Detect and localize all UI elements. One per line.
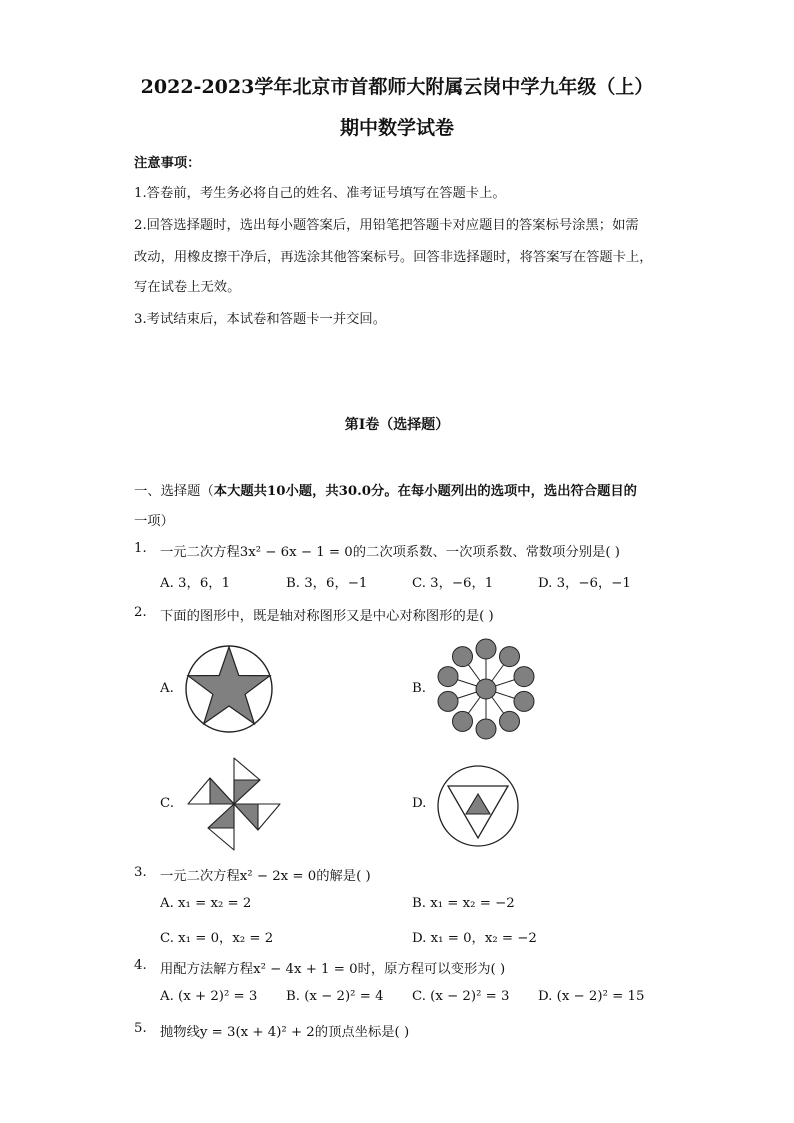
question-4-option-b[interactable]: B. (x − 2)² = 4 (286, 989, 384, 1004)
star-in-circle-figure (184, 644, 274, 734)
question-5-stem: 抛物线y = 3(x + 4)² + 2的顶点坐标是( ) (160, 1025, 410, 1040)
question-1-option-c[interactable]: C. 3，−6，1 (412, 576, 494, 591)
pinwheel-figure (186, 756, 282, 852)
question-4-option-d[interactable]: D. (x − 2)² = 15 (538, 989, 645, 1004)
notice-item-1: 1.答卷前，考生务必将自己的姓名、准考证号填写在答题卡上。 (134, 186, 506, 201)
question-1-stem: 一元二次方程3x² − 6x − 1 = 0的二次项系数、一次项系数、常数项分别是( ) (160, 545, 620, 560)
question-1-number: 1. (134, 541, 147, 556)
question-1-option-a[interactable]: A. 3，6，1 (160, 576, 231, 591)
notice-heading: 注意事项： (134, 156, 201, 171)
part-title: 第Ⅰ卷（选择题） (344, 417, 450, 433)
question-2-option-d[interactable]: D. (412, 796, 427, 811)
question-1-option-d[interactable]: D. 3，−6，−1 (538, 576, 631, 591)
exam-title-line2: 期中数学试卷 (339, 117, 454, 139)
section-heading-line2: 一项） (134, 514, 174, 529)
question-2-stem: 下面的图形中，既是轴对称图形又是中心对称图形的是( ) (160, 609, 494, 624)
question-2-number: 2. (134, 605, 147, 620)
question-4-number: 4. (134, 958, 147, 973)
exam-title-line1: 2022-2023学年北京市首都师大附属云岗中学九年级（上） (140, 76, 654, 98)
question-3-option-b[interactable]: B. x₁ = x₂ = −2 (412, 896, 515, 911)
section-heading-line1 (134, 480, 637, 499)
notice-item-2-line3: 写在试卷上无效。 (134, 280, 241, 295)
question-2-option-a[interactable]: A. (160, 681, 174, 696)
question-1-option-b[interactable]: B. 3，6，−1 (286, 576, 368, 591)
triangles-in-circle-figure (436, 764, 520, 848)
notice-item-2-line1: 2.回答选择题时，选出每小题答案后，用铅笔把答题卡对应题目的答案标号涂黑；如需 (134, 218, 639, 233)
notice-item-3: 3.考试结束后，本试卷和答题卡一并交回。 (134, 312, 387, 327)
question-3-option-d[interactable]: D. x₁ = 0，x₂ = −2 (412, 931, 537, 946)
question-4-stem: 用配方法解方程x² − 4x + 1 = 0时，原方程可以变形为( ) (160, 962, 506, 977)
question-2-option-c[interactable]: C. (160, 796, 174, 811)
question-2-option-b[interactable]: B. (412, 681, 426, 696)
question-3-option-a[interactable]: A. x₁ = x₂ = 2 (160, 896, 252, 911)
question-3-option-c[interactable]: C. x₁ = 0，x₂ = 2 (160, 931, 274, 946)
question-5-number: 5. (134, 1021, 147, 1036)
section-bold-text: 本大题共10小题，共30.0分。在每小题列出的选项中，选出符合题目的 (213, 484, 637, 499)
section-prefix: 一、选择题（ (134, 484, 214, 499)
question-3-stem: 一元二次方程x² − 2x = 0的解是( ) (160, 869, 371, 884)
hub-and-spokes-figure (436, 638, 536, 740)
notice-item-2-line2: 改动，用橡皮擦干净后，再选涂其他答案标号。回答非选择题时，将答案写在答题卡上， (134, 250, 653, 265)
question-3-number: 3. (134, 865, 147, 880)
question-4-option-a[interactable]: A. (x + 2)² = 3 (160, 989, 258, 1004)
question-4-option-c[interactable]: C. (x − 2)² = 3 (412, 989, 510, 1004)
